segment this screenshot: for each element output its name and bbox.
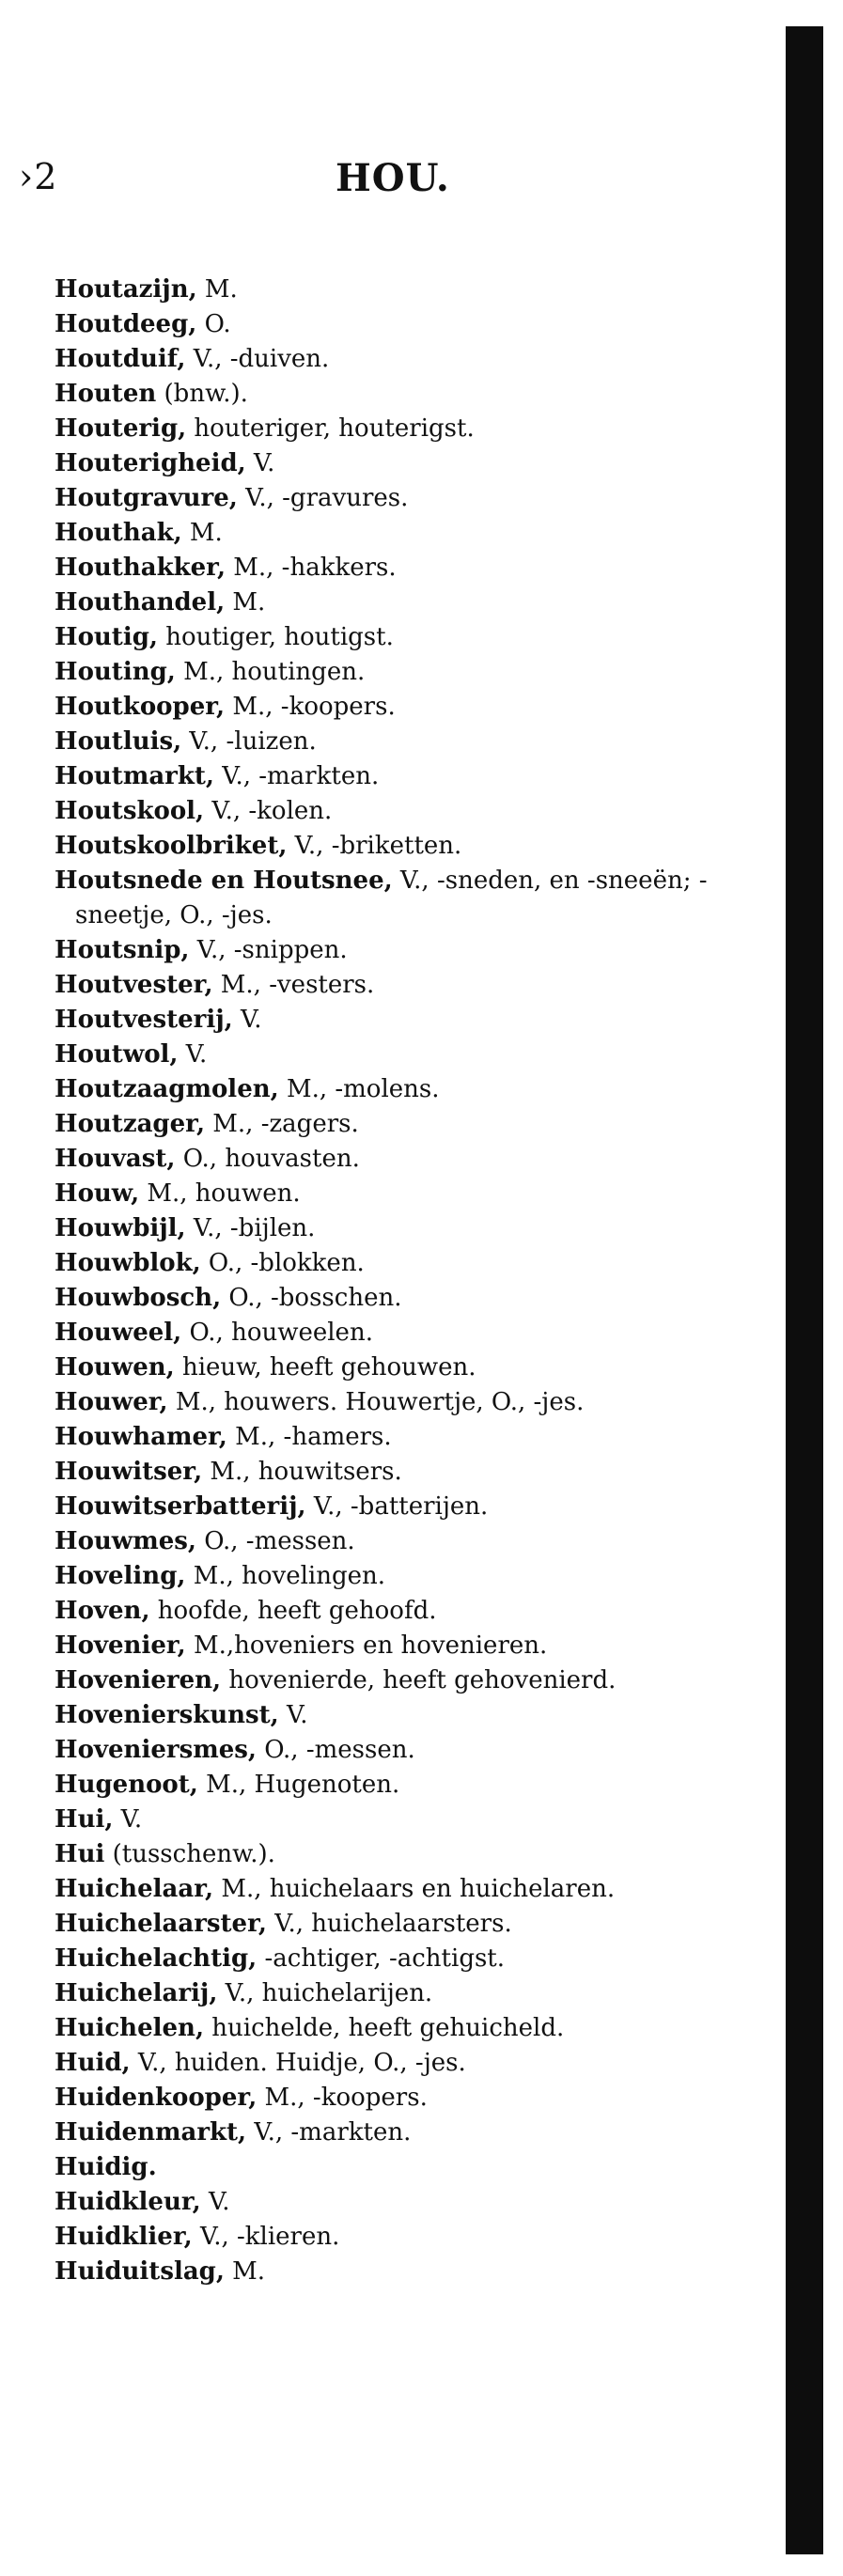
dictionary-entry: [55, 1490, 741, 1524]
entry-definition: O., houweelen.: [181, 1319, 373, 1347]
headword: Houtig,: [55, 623, 158, 651]
headword: Houweel,: [55, 1319, 182, 1347]
dictionary-entry: [55, 2011, 741, 2046]
entry-definition: M., -zagers.: [205, 1110, 359, 1138]
headword: Hovenierskunst,: [55, 1701, 279, 1729]
entry-definition: V., -bijlen.: [185, 1214, 316, 1242]
entry-definition: V., -sneden, en -sneeën; -sneetje, O., -jes.: [75, 866, 708, 929]
entry-definition: M.: [181, 519, 223, 547]
headword: Houten: [55, 380, 157, 408]
headword: Houwen,: [55, 1353, 175, 1382]
entry-definition: O., houvasten.: [175, 1145, 360, 1173]
dictionary-entry: [55, 516, 741, 551]
headword: Houwer,: [55, 1388, 168, 1416]
dictionary-entry: [55, 2081, 741, 2115]
headword: Huichelen,: [55, 2014, 204, 2042]
entry-definition: M.,hoveniers en hovenieren.: [185, 1631, 548, 1660]
entry-definition: V., -duiven.: [185, 345, 330, 373]
dictionary-entry: [55, 585, 741, 620]
entry-definition: houtiger, houtigst.: [157, 623, 394, 651]
dictionary-entry: [55, 1907, 741, 1942]
dictionary-entry: [55, 759, 741, 794]
headword: Houtazijn,: [55, 275, 197, 304]
headword: Houtdeeg,: [55, 310, 197, 338]
dictionary-entry: [55, 446, 741, 481]
headword: Huidenkooper,: [55, 2084, 258, 2112]
entry-definition: M., huichelaars en huichelaren.: [213, 1875, 616, 1903]
dictionary-entries: [55, 273, 741, 2289]
dictionary-entry: [55, 2255, 741, 2289]
headword: Houtluis,: [55, 727, 182, 756]
headword: Houwhamer,: [55, 1423, 227, 1451]
entry-definition: V., huichelarijen.: [217, 1979, 433, 2007]
entry-definition: M.: [224, 2257, 266, 2286]
entry-definition: V., -briketten.: [287, 832, 462, 860]
headword: Houtvesterij,: [55, 1006, 233, 1034]
entry-definition: V.: [278, 1701, 308, 1729]
headword: Houwitserbatterij,: [55, 1492, 306, 1521]
dictionary-entry: [55, 2220, 741, 2255]
entry-definition: O., -blokken.: [200, 1249, 365, 1277]
dictionary-entry: [55, 273, 741, 307]
dictionary-entry: [55, 1107, 741, 1142]
entry-definition: M., houtingen.: [175, 658, 366, 686]
headword: Houwbijl,: [55, 1214, 186, 1242]
entry-definition: M., Hugenoten.: [197, 1771, 400, 1799]
headword: Hoveling,: [55, 1562, 186, 1590]
entry-definition: O., -bosschen.: [221, 1284, 402, 1312]
headword: Hoven,: [55, 1597, 150, 1625]
headword: Hui,: [55, 1805, 114, 1834]
headword: Huiduitslag,: [55, 2257, 225, 2286]
dictionary-entry: [55, 412, 741, 446]
headword: Huichelaarster,: [55, 1910, 267, 1938]
entry-definition: houteriger, houterigst.: [186, 414, 475, 443]
dictionary-entry: [55, 1316, 741, 1350]
headword: Hovenier,: [55, 1631, 186, 1660]
headword: Houtmarkt,: [55, 762, 214, 790]
headword: Huidklier,: [55, 2223, 193, 2251]
entry-definition: V., -batterijen.: [305, 1492, 489, 1521]
headword: Houwitser,: [55, 1458, 203, 1486]
dictionary-entry: [55, 655, 741, 690]
dictionary-entry: [55, 1733, 741, 1768]
entry-definition: M., -koopers.: [257, 2084, 428, 2112]
dictionary-entry: [55, 1211, 741, 1246]
entry-definition: V.: [245, 449, 275, 477]
dictionary-entry: [55, 1072, 741, 1107]
dictionary-entry: [55, 864, 741, 933]
dictionary-entry: [55, 794, 741, 829]
headword: Houthandel,: [55, 588, 226, 617]
dictionary-entry: [55, 2185, 741, 2220]
entry-definition: M., houwers. Houwertje, O., -jes.: [167, 1388, 585, 1416]
dictionary-entry: [55, 551, 741, 585]
entry-definition: V., -gravures.: [237, 484, 409, 512]
headword: Houting,: [55, 658, 176, 686]
headword: Huidkleur,: [55, 2188, 201, 2216]
headword: Hoveniersmes,: [55, 1736, 257, 1764]
entry-definition: O., -messen.: [256, 1736, 415, 1764]
entry-definition: V., -klieren.: [192, 2223, 340, 2251]
headword: Houwmes,: [55, 1527, 196, 1555]
dictionary-entry: [55, 1420, 741, 1455]
entry-definition: M., houwitsers.: [202, 1458, 402, 1486]
dictionary-entry: [55, 968, 741, 1003]
headword: Hui: [55, 1840, 105, 1868]
entry-definition: V., huichelaarsters.: [266, 1910, 512, 1938]
dictionary-entry: [55, 1698, 741, 1733]
headword: Houtvester,: [55, 971, 213, 999]
dictionary-entry: [55, 1177, 741, 1211]
dictionary-entry: [55, 1281, 741, 1316]
page-header: [0, 156, 780, 212]
binding-edge: [786, 26, 823, 2554]
headword: Houtskoolbriket,: [55, 832, 288, 860]
entry-definition: M.: [225, 588, 266, 617]
dictionary-entry: [55, 342, 741, 377]
dictionary-entry: [55, 1803, 741, 1837]
dictionary-entry: [55, 307, 741, 342]
headword: Houthakker,: [55, 554, 226, 582]
headword: Houvast,: [55, 1145, 176, 1173]
headword: Hugenoot,: [55, 1771, 198, 1799]
headword: Houwbosch,: [55, 1284, 222, 1312]
entry-definition: huichelde, heeft gehuicheld.: [204, 2014, 565, 2042]
entry-definition: M., -hakkers.: [226, 554, 397, 582]
headword: Houw,: [55, 1179, 140, 1208]
entry-definition: O., -messen.: [195, 1527, 355, 1555]
entry-definition: M., -molens.: [278, 1075, 440, 1103]
entry-definition: M., houwen.: [139, 1179, 301, 1208]
headword: Houtgravure,: [55, 484, 238, 512]
dictionary-entry: [55, 690, 741, 725]
dictionary-entry: [55, 1629, 741, 1663]
headword: Huichelaar,: [55, 1875, 214, 1903]
headword: Houthak,: [55, 519, 182, 547]
dictionary-entry: [55, 1768, 741, 1803]
entry-definition: V., -markten.: [213, 762, 380, 790]
dictionary-entry: [55, 481, 741, 516]
dictionary-entry: [55, 1559, 741, 1594]
entry-definition: V.: [113, 1805, 143, 1834]
entry-definition: (bnw.).: [156, 380, 248, 408]
dictionary-entry: [55, 1663, 741, 1698]
dictionary-entry: [55, 1385, 741, 1420]
headword: Houterig,: [55, 414, 187, 443]
entry-definition: hoofde, heeft gehoofd.: [149, 1597, 437, 1625]
headword: Huidenmarkt,: [55, 2118, 247, 2147]
headword: Houtsnede en Houtsnee,: [55, 866, 393, 895]
entry-definition: M., -koopers.: [225, 693, 396, 721]
headword: Houtskool,: [55, 797, 205, 825]
dictionary-entry: [55, 1976, 741, 2011]
entry-definition: V., -kolen.: [204, 797, 333, 825]
entry-definition: hieuw, heeft gehouwen.: [174, 1353, 476, 1382]
entry-definition: V., huiden. Huidje, O., -jes.: [130, 2049, 466, 2077]
entry-definition: -achtiger, -achtigst.: [257, 1944, 506, 1973]
entry-definition: V.: [200, 2188, 230, 2216]
dictionary-entry: [55, 1942, 741, 1976]
headword: Huid,: [55, 2049, 131, 2077]
dictionary-entry: [55, 1038, 741, 1072]
headword: Houwblok,: [55, 1249, 201, 1277]
headword: Huidig.: [55, 2153, 157, 2181]
dictionary-entry: [55, 1142, 741, 1177]
dictionary-entry: [55, 1350, 741, 1385]
dictionary-entry: [55, 2150, 741, 2185]
entry-definition: V., -snippen.: [189, 936, 348, 964]
dictionary-entry: [55, 1455, 741, 1490]
headword: Huichelarij,: [55, 1979, 218, 2007]
headword: Houtwol,: [55, 1040, 179, 1069]
headword: Houtzaagmolen,: [55, 1075, 279, 1103]
entry-definition: O.: [196, 310, 231, 338]
entry-definition: V., -luizen.: [181, 727, 317, 756]
headword: Huichelachtig,: [55, 1944, 258, 1973]
entry-definition: hovenierde, heeft gehovenierd.: [221, 1666, 617, 1694]
dictionary-entry: [55, 2046, 741, 2081]
dictionary-entry: [55, 1246, 741, 1281]
dictionary-entry: [55, 1872, 741, 1907]
dictionary-entry: [55, 933, 741, 968]
entry-definition: M., -vesters.: [212, 971, 375, 999]
entry-definition: M., hovelingen.: [185, 1562, 386, 1590]
dictionary-entry: [55, 1003, 741, 1038]
dictionary-entry: [55, 377, 741, 412]
page-number: ›2: [19, 156, 58, 197]
entry-definition: V.: [232, 1006, 262, 1034]
entry-definition: V., -markten.: [246, 2118, 412, 2147]
dictionary-entry: [55, 725, 741, 759]
headword: Houterigheid,: [55, 449, 246, 477]
entry-definition: V.: [178, 1040, 208, 1069]
headword: Hovenieren,: [55, 1666, 222, 1694]
entry-definition: M., -hamers.: [226, 1423, 392, 1451]
dictionary-entry: [55, 620, 741, 655]
dictionary-entry: [55, 1594, 741, 1629]
headword: Houtsnip,: [55, 936, 190, 964]
headword: Houtkooper,: [55, 693, 226, 721]
entry-definition: M.: [196, 275, 238, 304]
headword: Houtduif,: [55, 345, 186, 373]
dictionary-entry: [55, 2115, 741, 2150]
dictionary-entry: [55, 1524, 741, 1559]
entry-definition: (tusschenw.).: [104, 1840, 275, 1868]
dictionary-entry: [55, 829, 741, 864]
dictionary-entry: [55, 1837, 741, 1872]
headword: Houtzager,: [55, 1110, 206, 1138]
running-head: HOU.: [336, 156, 450, 200]
